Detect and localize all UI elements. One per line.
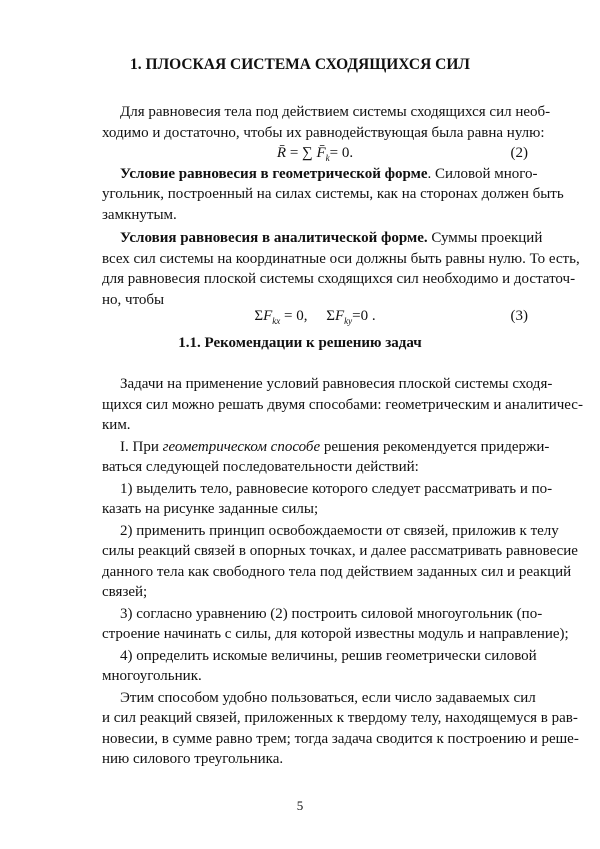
methods-line-2: щихся сил можно решать двумя способами: геометрическим и аналитичес- [102,396,583,413]
analytic-condition-line-3: для равновесия плоской системы сходящихся сил необходимо и достаточ- [102,271,576,287]
methods-line-1: Задачи на применение условий равновесия плоской системы сходя- [120,376,553,392]
formula-3-number: (3) [510,308,528,324]
analytic-condition-line-1 [102,228,543,249]
page-number: 5 [296,798,304,813]
step-4-line-1: 4) определить искомые величины, решив геометрически силовой [120,647,537,664]
step-1-line-2: казать на рисунке заданные силы; [102,501,319,517]
geom-method-line-1 [102,437,550,458]
step-2-line-1: 2) применить принцип освобождаемости от связей, приложив к телу [120,522,559,539]
equilibrium-conditions [102,102,580,327]
formula-2-text: R̄ = ∑ $F̄_k= 0$. [276,145,354,163]
para1-line-2: ходимо и достаточно, чтобы их равнодействующая была равна нулю: [102,124,545,141]
geom-condition-rest: . Силовой много- [427,165,538,182]
step-3-line-1: 3) согласно уравнению (2) построить силовой многоугольник (по- [120,605,543,622]
step-4-line-2: многоугольник. [102,668,202,684]
para1-line-1: Для равновесия тела под действием системы сходящихся сил необ- [120,104,551,120]
step-3-line-2: строение начинать с силы, для которой известны модуль и направление); [102,626,569,642]
step-2-line-4: связей; [102,584,148,600]
recommendations [102,374,583,770]
step-2-line-2: силы реакций связей в опорных точках, и далее рассматривать равновесие [102,543,578,559]
final-para-line-4: нию силового треугольника. [102,751,284,767]
analytic-condition-bold: Условия равновесия в аналитической форме. [120,230,428,246]
final-para-line-3: новесии, в сумме равно трем; тогда задача сводится к построению и реше- [102,730,579,747]
geom-condition-line-2: угольник, построенный на силах системы, как на сторонах должен быть [102,186,564,202]
formula-2-number: (2) [510,145,528,161]
geom-condition-line-1 [102,164,538,185]
analytic-condition-rest: Суммы проекций [427,230,543,246]
methods-line-3: ким. [102,417,131,433]
analytic-condition-line-4: но, чтобы [102,291,165,308]
section-title: 1. ПЛОСКАЯ СИСТЕМА СХОДЯЩИХСЯ СИЛ [130,56,470,73]
geom-condition-line-3: замкнутым. [102,206,177,223]
formula-3 [102,306,528,327]
step-2-line-3: данного тела как свободного тела под действием заданных сил и реакций [102,563,572,580]
geom-condition-bold: Условие равновесия в геометрической форме [120,165,428,182]
formula-2 [102,143,528,164]
geom-method-suffix: решения рекомендуется придержи- [320,438,550,455]
final-para-line-2: и сил реакций связей, приложенных к твердому телу, находящемуся в рав- [102,710,578,726]
subsection-title: 1.1. Рекомендации к решению задач [178,335,422,351]
geom-method-prefix: I. При [120,438,163,455]
step-1-line-1: 1) выделить тело, равновесие которого следует рассматривать и по- [120,480,553,497]
final-para-line-1: Этим способом удобно пользоваться, если число задаваемых сил [120,689,536,706]
formula-3-text: $\Sigma F_{kx} = 0$, $\Sigma F_{ky}=0$ . [254,308,376,326]
geom-method-line-2: ваться следующей последовательности действий: [102,459,419,475]
analytic-condition-line-2: всех сил системы на координатные оси должны быть равны нулю. То есть, [102,250,580,267]
geom-method-italic: геометрическом способе [162,438,321,455]
